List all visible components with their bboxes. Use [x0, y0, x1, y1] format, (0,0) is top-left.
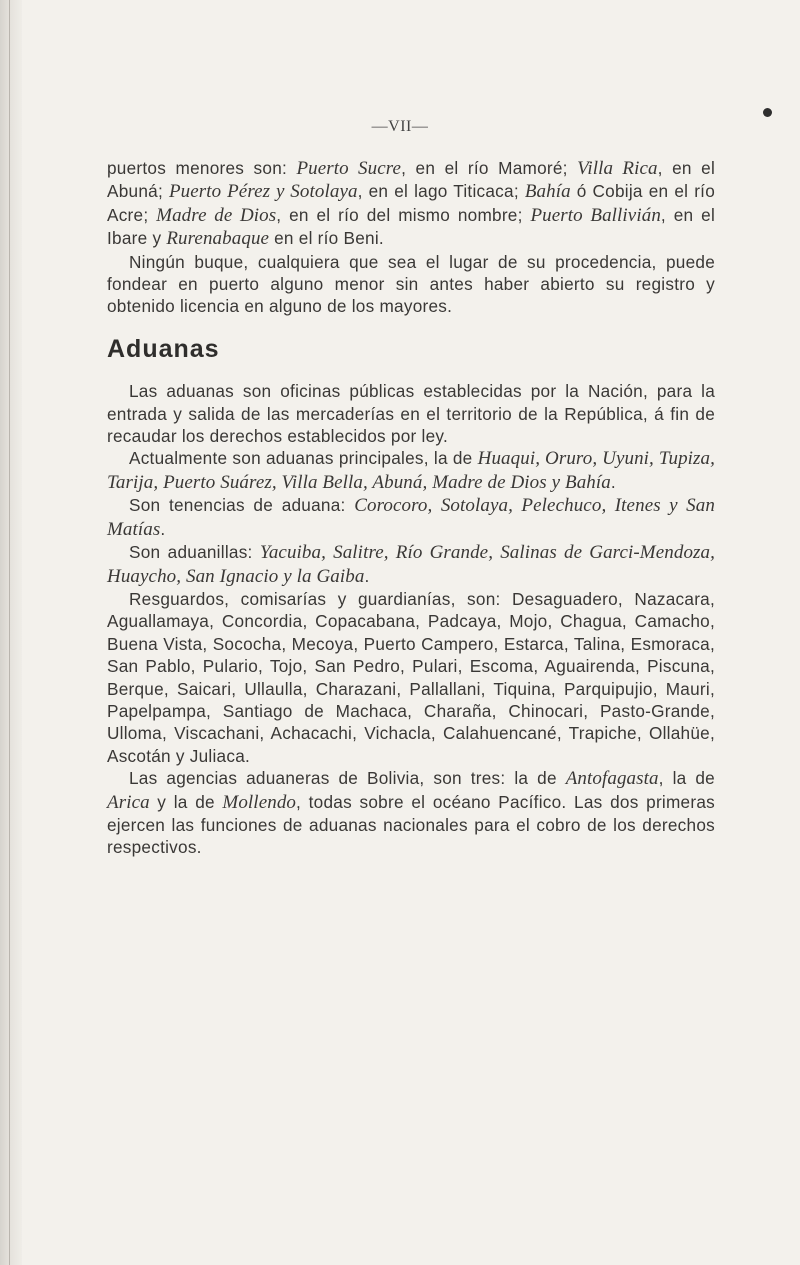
place-list: Yacuiba, Salitre, Río Grande, Salinas de Garci-Mendoza, Huaycho, San Ignacio y la Gaiba — [107, 542, 716, 587]
text-run: , en el Abuná; — [107, 158, 716, 202]
paragraph-ports — [107, 157, 715, 251]
paragraph-aduanillas — [107, 541, 715, 588]
text-run: Son aduanillas: — [129, 542, 260, 563]
page-number: —VII— — [371, 118, 429, 135]
text-run: , en el río del mismo nombre; — [276, 204, 531, 225]
page-binding-edge — [0, 0, 22, 1265]
text-run: , en el río Mamoré; — [401, 158, 578, 178]
paragraph-ships: Ningún buque, cualquiera que sea el lugar de su procedencia, puede fondear en puerto alguno menor sin antes haber abierto su registro y obtenido licencia en alguno de los mayores. — [107, 251, 715, 317]
ink-spot — [763, 108, 772, 117]
text-run: puertos menores son: — [107, 158, 297, 178]
text-run: , todas sobre el océano Pacífico. Las dos primeras ejercen las funciones de aduanas nacionales para el cobro de los derechos respectivos. — [107, 791, 715, 858]
text-run: , en el lago Titicaca; — [357, 181, 525, 202]
text-run: Actualmente son aduanas principales, la de — [129, 448, 478, 469]
place-name: Villa Rica — [577, 158, 658, 179]
text-run: , en el Ibare y — [107, 204, 716, 249]
place-list: Corocoro, Sotolaya, Pelechuco, Itenes y San Matías — [107, 495, 715, 540]
text-run: , la de — [658, 768, 715, 789]
text-run: Son tenencias de aduana: — [129, 495, 355, 516]
place-name: Bahía — [524, 181, 571, 203]
text-run: ó Cobija en el río Acre; — [107, 181, 716, 225]
paragraph-main-customs — [107, 447, 715, 494]
text-run: . — [364, 565, 370, 586]
page-body — [107, 157, 715, 859]
section-title: Aduanas — [107, 334, 220, 363]
place-name: Antofagasta — [565, 768, 659, 790]
place-name: Arica — [107, 791, 150, 813]
text-run: y la de — [149, 791, 223, 812]
place-name: Puerto Ballivián — [530, 204, 661, 226]
paragraph-agencies — [107, 767, 715, 859]
place-name: Puerto Pérez y Sotolaya — [168, 181, 358, 203]
place-name: Madre de Dios — [156, 204, 277, 226]
text-run: . — [610, 471, 616, 492]
paragraph-customs-definition: Las aduanas son oficinas públicas establecidas por la Nación, para la entrada y salida de las mercaderías en el territorio de la República, á fin de recaudar los derechos establecidos por ley. — [107, 381, 715, 447]
place-name: Rurenabaque — [166, 228, 270, 250]
text-run: . — [160, 518, 166, 539]
paragraph-tenencias — [107, 494, 715, 541]
place-name: Puerto Sucre — [296, 158, 402, 179]
text-run: Las agencias aduaneras de Bolivia, son tres: la de — [129, 768, 566, 789]
paragraph-resguardos: Resguardos, comisarías y guardianías, son: Desaguadero, Nazacara, Aguallamaya, Concordia, Copacabana, Padcaya, Mojo, Chagua, Camacho, Buena Vista, Sococha, Mecoya, Puerto Campero, Estarca, Talina, Esmoraca, San Pablo, Pulario, Tojo, San Pedro, Pulari, Escoma, Aguairenda, Piscuna, Berque, Saicari, Ullaulla, Charazani, Pallallani, Tiquina, Parquipujio, Mauri, Papelpampa, Santiago de Machaca, Charaña, Chinocari, Pasto-Grande, Ulloma, Viscachani, Achacachi, Vichacla, Calahuencané, Trapiche, Ollahüe, Ascotán y Juliaca. — [107, 588, 715, 766]
place-list: Huaqui, Oruro, Uyuni, Tupiza, Tarija, Puerto Suárez, Villa Bella, Abuná, Madre de Dios y Bahía — [107, 448, 715, 493]
place-name: Mollendo — [222, 791, 297, 813]
text-run: en el río Beni. — [269, 228, 384, 249]
